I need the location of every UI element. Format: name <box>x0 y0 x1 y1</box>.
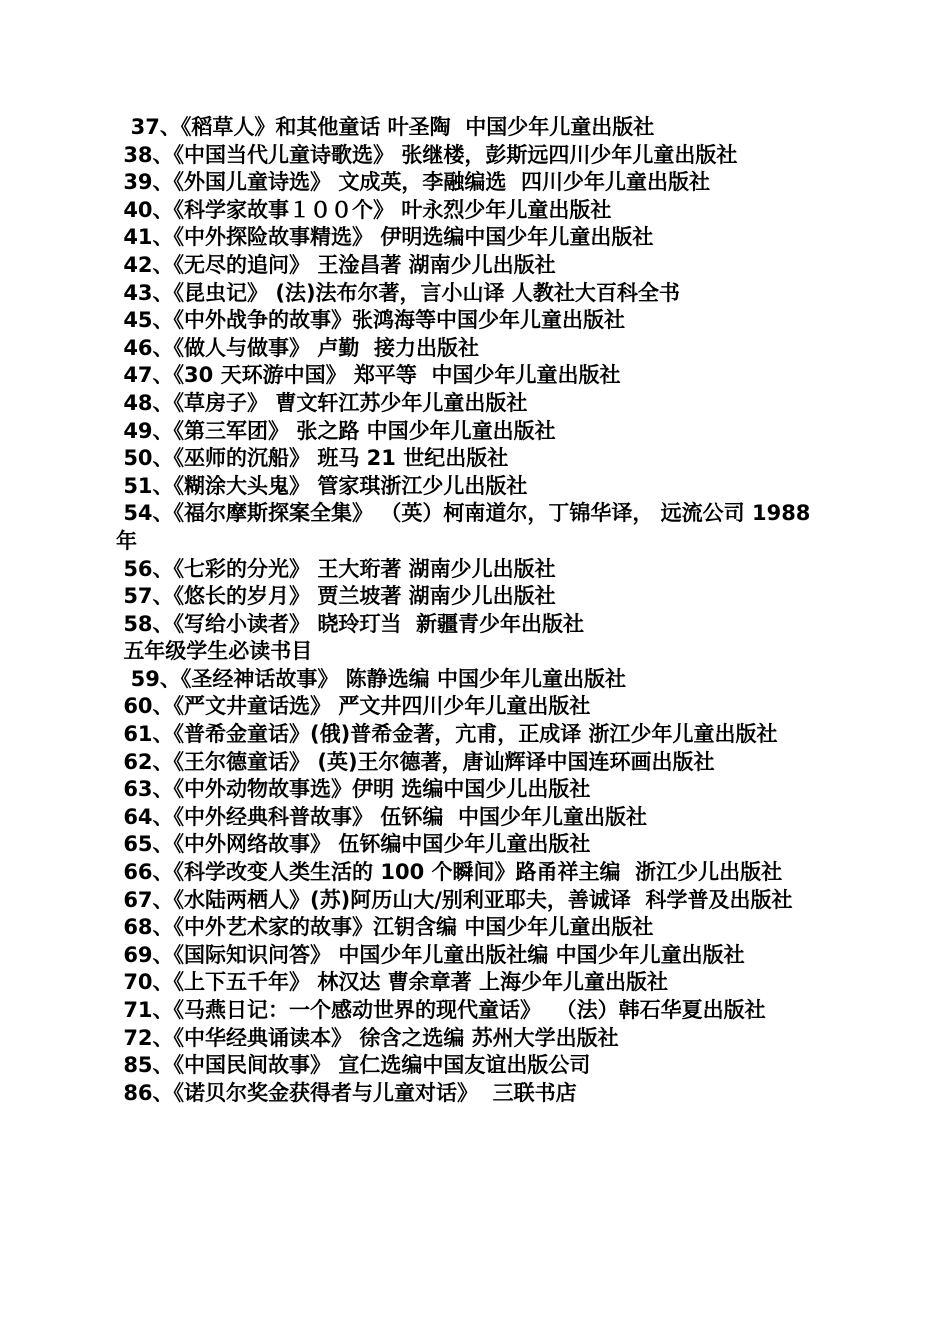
list-item: 39、《外国儿童诗选》 文成英，李融编选 四川少年儿童出版社 <box>116 170 710 195</box>
list-item: 65、《中外网络故事》 伍钚编中国少年儿童出版社 <box>116 832 591 857</box>
list-item: 57、《悠长的岁月》 贾兰坡著 湖南少儿出版社 <box>116 584 556 609</box>
list-item: 56、《七彩的分光》 王大珩著 湖南少儿出版社 <box>116 556 556 581</box>
list-item: 63、《中外动物故事选》伊明 选编中国少儿出版社 <box>116 777 591 802</box>
list-item: 60、《严文井童话选》 严文井四川少年儿童出版社 <box>116 694 591 719</box>
section-heading: 五年级学生必读书目 <box>116 639 313 664</box>
list-item: 38、《中国当代儿童诗歌选》 张继楼，彭斯远四川少年儿童出版社 <box>116 142 738 167</box>
list-item: 40、《科学家故事１００个》 叶永烈少年儿童出版社 <box>116 197 612 222</box>
list-item: 61、《普希金童话》(俄)普希金著，亢甫，正成译 浙江少年儿童出版社 <box>116 722 778 747</box>
list-item: 37、《稻草人》和其他童话 叶圣陶 中国少年儿童出版社 <box>116 115 655 139</box>
list-item: 48、《草房子》 曹文轩江苏少年儿童出版社 <box>116 390 528 415</box>
list-item: 86、《诺贝尔奖金获得者与儿童对话》 三联书店 <box>116 1080 577 1105</box>
list-item: 69、《国际知识问答》 中国少年儿童出版社编 中国少年儿童出版社 <box>116 942 745 967</box>
list-item: 68、《中外艺术家的故事》江钥含编 中国少年儿童出版社 <box>116 915 654 940</box>
list-item: 51、《糊涂大头鬼》 管家琪浙江少儿出版社 <box>116 473 528 498</box>
book-list <box>116 114 836 1107</box>
list-item: 46、《做人与做事》 卢勤 接力出版社 <box>116 335 479 360</box>
list-item: 85、《中国民间故事》 宣仁选编中国友谊出版公司 <box>116 1053 591 1078</box>
list-item: 49、《第三军团》 张之路 中国少年儿童出版社 <box>116 418 556 443</box>
list-item: 41、《中外探险故事精选》 伊明选编中国少年儿童出版社 <box>116 225 654 250</box>
list-item: 64、《中外经典科普故事》 伍钚编 中国少年儿童出版社 <box>116 804 647 829</box>
list-item: 42、《无尽的追问》 王淦昌著 湖南少儿出版社 <box>116 252 556 277</box>
list-item: 72、《中华经典诵读本》 徐含之选编 苏州大学出版社 <box>116 1025 619 1050</box>
list-item: 66、《科学改变人类生活的 100 个瞬间》路甬祥主编 浙江少儿出版社 <box>116 860 783 885</box>
list-item: 58、《写给小读者》 晓玲玎当 新疆青少年出版社 <box>116 611 584 636</box>
list-item: 59、《圣经神话故事》 陈静选编 中国少年儿童出版社 <box>116 666 626 691</box>
list-item: 54、《福尔摩斯探案全集》 （英）柯南道尔，丁锦华译， 远流公司 1988 年 <box>116 501 818 553</box>
list-item: 67、《水陆两栖人》(苏)阿历山大/别利亚耶夫，善诚译 科学普及出版社 <box>116 887 793 912</box>
list-item: 47、《30 天环游中国》 郑平等 中国少年儿童出版社 <box>116 363 621 388</box>
list-item: 50、《巫师的沉船》 班马 21 世纪出版社 <box>116 446 509 471</box>
list-item: 70、《上下五千年》 林汉达 曹余章著 上海少年儿童出版社 <box>116 970 668 995</box>
list-item: 62、《王尔德童话》 (英)王尔德著，唐讪辉译中国连环画出版社 <box>116 749 715 774</box>
list-item: 71、《马燕日记：一个感动世界的现代童话》 （法）韩石华夏出版社 <box>116 998 766 1022</box>
list-item: 45、《中外战争的故事》张鸿海等中国少年儿童出版社 <box>116 308 626 333</box>
list-item: 43、《昆虫记》 (法)法布尔著，言小山译 人教社大百科全书 <box>116 280 680 305</box>
